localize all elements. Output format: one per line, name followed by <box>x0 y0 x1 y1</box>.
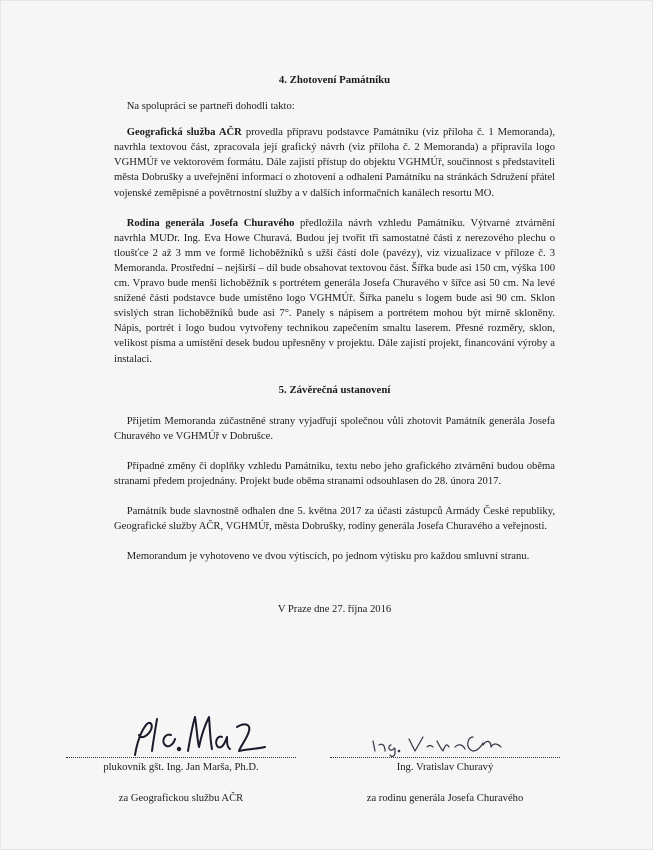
signature-line-right <box>330 757 560 758</box>
place-and-date: V Praze dne 27. října 2016 <box>277 604 392 616</box>
paragraph-text-family: předložila návrh vzhledu Památníku. Výtvarné ztvárnění navrhla MUDr. Ing. Eva Howe Churavá. Budou jej tvořit tři samostatné části z nerezového plechu o tloušťce 2 až 3 mm ve formě lichoběžníků s užší částí dole (pavézy), viz vizualizace v příloze č. 3 Memoranda. Prostřední – nejširší – díl bude obsahovat textovou část. Šířka bude asi 150 cm, výška 100 cm. Vpravo bude menší lichoběžník s portrétem generála Josefa Churavého v šířce asi 50 cm. Na levé snížené části podstavce bude umístěno logo VGHMÚř. Šířka panelu s logem bude asi 90 cm. Sklon svislých stran lichoběžníků bude asi 7°. Panely s nápisem a portrétem mohou být mírně skloněny. Nápis, portrét i logo budou vytvořeny technikou zapečením smaltu laserem. Přesné rozměry, sklon, velikost písma a umístění desek budou upřesněny v projektu. Dále zajistí projekt, financování výroby a instalaci. <box>114 217 555 365</box>
section-4-paragraph-family <box>114 216 555 367</box>
paragraph-text-gs-acr: provedla přípravu podstavce Památníku (viz příloha č. 1 Memoranda), navrhla textovou část, zpracovala její grafický návrh (viz příloha č. 2 Memoranda) a připravila logo VGHMÚř ve vektorovém formátu. Dále zajistí přístup do objektu VGHMÚř, součinnost s představiteli města Dobrušky a uveřejnění informací o zhotovení a odhalení Památníku na stránkách Sdružení přátel vojenské zeměpisné a povětrnostní služby a v dalších informačních kanálech resortu MO. <box>114 127 555 199</box>
signatory-role-left: za Geografickou službu AČR <box>118 793 244 804</box>
section-5-paragraph-3: Památník bude slavnostně odhalen dne 5. května 2017 za účasti zástupců Armády České republiky, Geografické služby AČR, VGHMÚř, města Dobrušky, rodiny generála Josefa Churavého a veřejnosti. <box>114 506 555 533</box>
section-5-paragraph-4: Memorandum je vyhotoveno ve dvou výtiscích, po jednom výtisku pro každou smluvní stranu. <box>126 551 530 563</box>
signature-block-right <box>330 705 560 806</box>
document-body <box>114 73 555 617</box>
section-4-heading: 4. Zhotovení Památníku <box>278 74 391 86</box>
signatory-name-right: Ing. Vratislav Churavý <box>396 762 494 773</box>
handwritten-signature-left <box>91 705 271 757</box>
section-5-heading: 5. Závěrečná ustanovení <box>278 383 391 396</box>
signature-line-left <box>66 757 296 758</box>
signature-block-left <box>66 705 296 806</box>
section-4-intro: Na spolupráci se partneři dohodli takto: <box>126 101 295 113</box>
paragraph-lead-family: Rodina generála Josefa Churavého <box>126 217 295 229</box>
signatory-role-right: za rodinu generála Josefa Churavého <box>366 793 524 804</box>
signature-area <box>0 705 653 815</box>
section-5-paragraph-1: Přijetím Memoranda zúčastněné strany vyjadřují společnou vůli zhotovit Památník generála Josefa Churavého ve VGHMÚř v Dobrušce. <box>114 415 555 442</box>
paragraph-lead-gs-acr: Geografická služba AČR <box>126 127 242 139</box>
section-4-paragraph-gs-acr <box>114 125 555 200</box>
section-5-paragraph-2: Případné změny či doplňky vzhledu Památníku, textu nebo jeho grafického ztvárnění budou oběma stranami předem projednány. Projekt bude oběma stranami odsouhlasen do 28. února 2017. <box>114 460 555 487</box>
signatory-name-left: plukovník gšt. Ing. Jan Marša, Ph.D. <box>103 762 259 773</box>
handwritten-signature-right <box>355 705 535 757</box>
